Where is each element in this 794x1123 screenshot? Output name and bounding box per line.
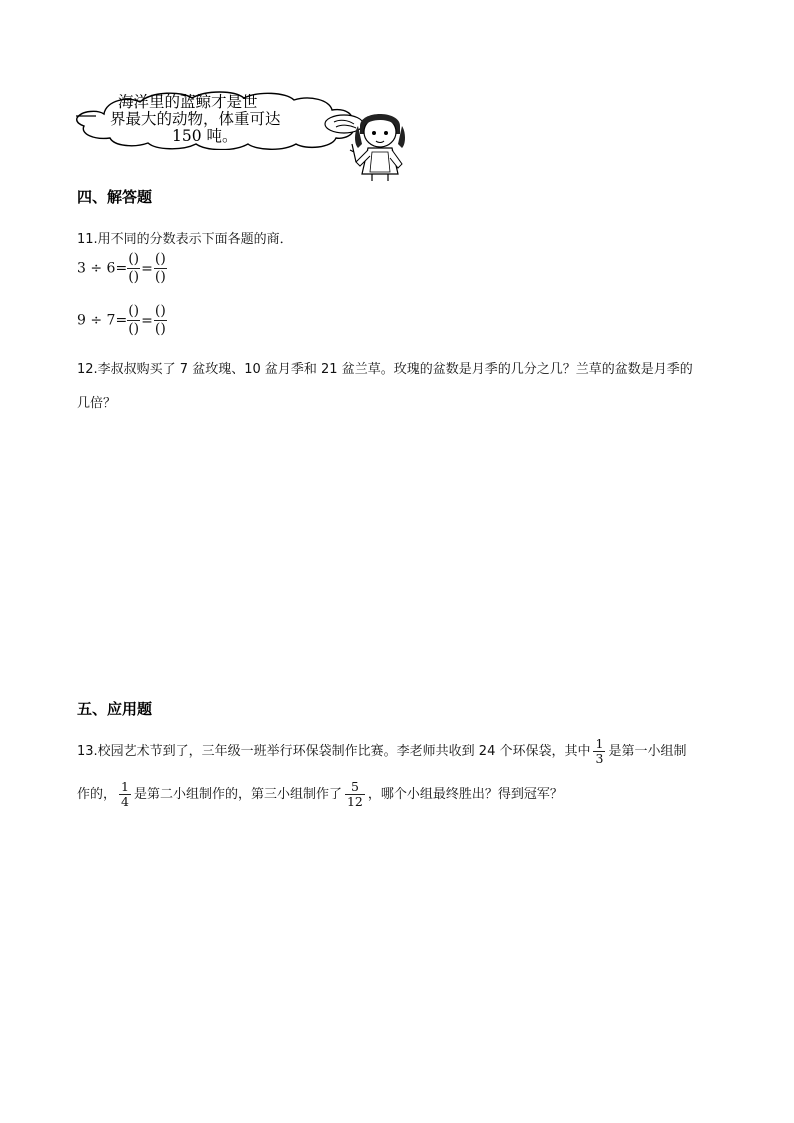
question-12-line-2: 几倍？ — [77, 396, 117, 411]
girl-icon — [344, 104, 416, 182]
equation-1-lead: 3 ÷ 6= — [77, 260, 128, 277]
question-12-line-1: 12.李叔叔购买了 7 盆玫瑰、10 盆月季和 21 盆兰草。玫瑰的盆数是月季的几分之几？兰草的盆数是月季的 — [77, 362, 693, 377]
fraction-blank: $\frac{()}{()}$ — [154, 251, 166, 285]
section-title-5: 五、应用题 — [77, 700, 153, 718]
fraction-blank: $\frac{()}{()}$ — [128, 303, 140, 337]
bubble-line-2: 界最大的动物，体重可达 — [110, 110, 281, 128]
bubble-line-1: 海洋里的蓝鲸才是世 — [118, 93, 258, 111]
question-13-line-2: 作的， $\frac{1}{4}$ 是第二小组制作的，第三小组制作了 $\frac{5}{12}$ ，哪个小组最终胜出？得到冠军？ — [77, 779, 563, 809]
fraction-five-twelfths: $\frac{5}{12}$ — [346, 779, 363, 809]
question-11-text: 11.用不同的分数表示下面各题的商． — [77, 232, 293, 247]
equation-2: 9 ÷ 7= $\frac{()}{()}$ = $\frac{()}{()}$ — [77, 303, 166, 337]
fraction-blank: $\frac{()}{()}$ — [128, 251, 140, 285]
equation-1: 3 ÷ 6= $\frac{()}{()}$ = $\frac{()}{()}$ — [77, 251, 166, 285]
question-13-line-1: 13.校园艺术节到了，三年级一班举行环保袋制作比赛。李老师共收到 24 个环保袋，其中 $\frac{1}{3}$ 是第一小组制 — [77, 736, 687, 766]
fraction-one-fourth: $\frac{1}{4}$ — [121, 779, 129, 809]
fraction-one-third: $\frac{1}{3}$ — [595, 736, 604, 766]
cartoon-illustration — [74, 88, 414, 180]
bubble-line-3: 150 吨。 — [172, 127, 238, 145]
equation-2-lead: 9 ÷ 7= — [77, 312, 128, 329]
fraction-blank: $\frac{()}{()}$ — [154, 303, 166, 337]
section-title-4: 四、解答题 — [77, 188, 153, 206]
